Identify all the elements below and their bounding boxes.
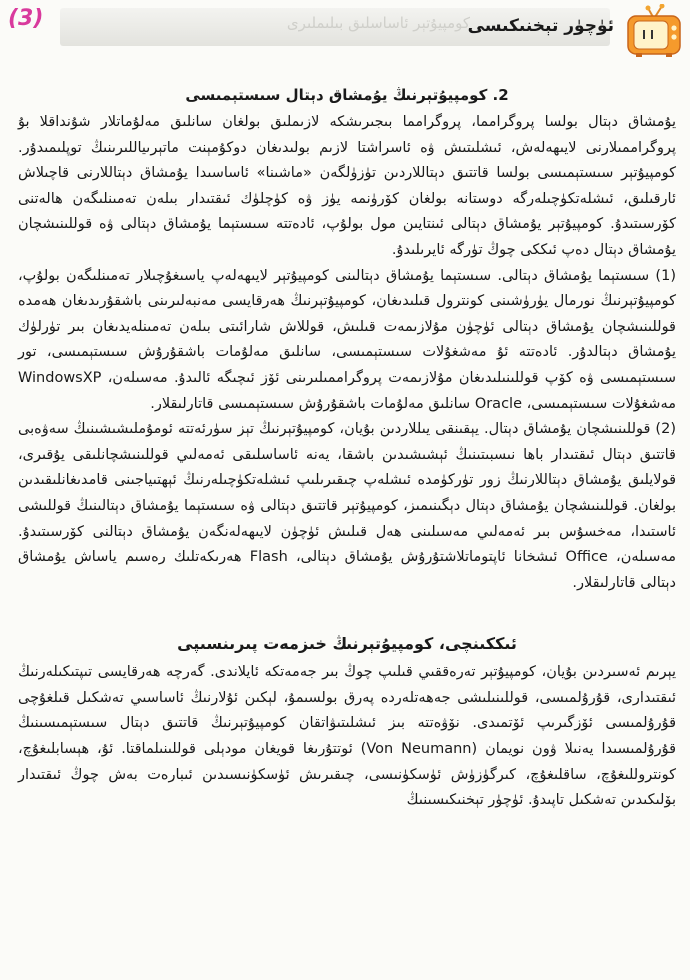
paragraph-software-intro: يۇمشاق دېتال بولسا پروگرامما، پروگرامما بىجىرىشكە لازىملىق بولغان سانلىق مەلۇماتلار شۇنداقلا بۇ پروگراممىلارنى لايىھەلەش، ئىشلىتىش ۋە ئاسراشتا لازىم بولىدىغان دوكۇمېنت ماتېرىياللىرىنىڭ توپلىمىدۇر. كومپيۇتېر سىستېمىسى بولسا قاتتىق دېتاللاردىن تۈزۈلگەن «ماشىنا» ئاساسىدا يۇمشاق دېتاللارنى قاچىلاش ئارقىلىق، ئىشلەتكۈچىلەرگە دوستانە بولغان كۆرۈنمە يۈز ۋە كۈچلۈك ئىقتىدار بىلەن تەمىنلىگەن ھالەتنى كۆرسىتىدۇ. كومپيۇتېر يۇمشاق دېتالى ئىنتايىن مول بولۇپ، ئادەتتە سىستېما يۇمشاق دېتالى ۋە قوللىنىشچان يۇمشاق دېتال دەپ ئىككى چوڭ تۈرگە ئايرىلىدۇ. bbox=[18, 114, 676, 258]
tv-mascot-icon bbox=[622, 4, 684, 58]
page-content bbox=[18, 84, 676, 814]
paragraph-working-principle: يېرىم ئەسىردىن بۇيان، كومپيۇتېر تەرەققىي قىلىپ چوڭ بىر جەمەتكە ئايلاندى. گەرچە ھەرقايسى تىپتىكىلەرنىڭ ئىقتىدارى، قۇرۇلمىسى، قوللىنىلىشى جەھەتلەردە پەرق بولسىمۇ، لېكىن ئۇلارنىڭ ئاساسىي تەشكىل قىلغۇچى قۇرۇلمىسى ئۆزگىرىپ ئۆتمىدى. نۆۋەتتە بىز ئىشلىتىۋاتقان كومپيۇتېرنىڭ قاتتىق دېتال سىستېمىسىنىڭ قۇرۇلمىسىدا يەنىلا ۋون نويمان (Von Neumann) ئوتتۇرىغا قويغان مودېلى قوللىنىلماقتا. ئۇ، ھېسابلىغۇچ، كونتروللىغۇچ، ساقلىغۇچ، كىرگۈزۈش ئۈسكۈنىسى، چىقىرىش ئۈسكۈنىسىدىن ئىبارەت بەش چوڭ ئىقتىدار بۆلىكىدىن تەشكىل تاپىدۇ. ئۈچۈر تېخنىكىسىنىڭ bbox=[18, 664, 677, 809]
faint-banner-text: كومپيۇتېر ئاساسلىق بىلىملىرى bbox=[286, 14, 470, 32]
running-title: ئۈچۈر تېخنىكىسى bbox=[467, 16, 614, 36]
paragraph-application-software: (2) قوللىنىشچان يۇمشاق دېتال. يېقىنقى يىللاردىن بۇيان، كومپيۇتېرنىڭ تېز سۈرئەتتە ئومۇملىشىشىنىڭ سەۋەبى قاتتىق دېتال ئىقتىدار باھا نىسبىتىنىڭ ئېشىشىدىن باشقا، يەنە ئاساسلىقى ئەمەلىي قوللىنىشچانلىقى يۇقىرى، قولايلىق يۇمشاق دېتاللارنىڭ زور تۈركۈمدە ئىشلەپ چىقىرىلىپ ئىشلەتكۈچىلەرنىڭ ئېھتىياجىنى قامدىغانلىقىدىن بولغان. قوللىنىشچان يۇمشاق دېتال دېگىنىمىز، كومپيۇتېر قاتتىق دېتالى ۋە سىستېما يۇمشاق دېتالىنىڭ قوللىشى ئاستىدا، مەخسۇس بىر ئەمەلىي مەسىلىنى ھەل قىلىش ئۈچۈن لايىھەلەنگەن يۇمشاق دېتالنى كۆرسىتىدۇ. مەسىلەن، Office ئىشخانا ئاپتوماتلاشتۇرۇش يۇمشاق دېتالى، Flash ھەرىكەتلىك رەسىم ياساش يۇمشاق دېتالى قاتارلىقلار. bbox=[18, 421, 677, 591]
paragraph-system-software: (1) سىستېما يۇمشاق دېتالى. سىستېما يۇمشاق دېتالىنى كومپيۇتېر لايىھەلەپ ياسىغۇچىلار تەمىنلىگەن بولۇپ، كومپيۇتېرنىڭ نورمال يۈرۈشىنى كونترول قىلىدىغان، كومپيۇتېرنىڭ ھەرقايسى مەنبەلىرىنى باشقۇرىدىغان ھەمدە قوللىنىشچان يۇمشاق دېتالى ئۈچۈن مۇلازىمەت قىلىش، قوللاش شارائىتى بىلەن تەمىنلەيدىغان بىر تۈرلۈك يۇمشاق دېتالدۇر. ئادەتتە ئۇ مەشغۇلات سىستېمىسى، سانلىق مەلۇمات باشقۇرۇش سىستېمىسى، تور سىستېمىسى ۋە كۆپ قوللىنىلىدىغان مۇلازىمەت پروگراممىلىرىنى ئۆز ئىچىگە ئالىدۇ. مەسىلەن، WindowsXP مەشغۇلات سىستېمىسى، Oracle سانلىق مەلۇمات باشقۇرۇش سىستېمىسى قاتارلىقلار. bbox=[18, 267, 676, 412]
page-number: (3) bbox=[8, 6, 44, 31]
section-heading-software: 2. كومپيۇتېرنىڭ يۇمشاق دېتال سىستېمىسى bbox=[185, 86, 509, 104]
section-heading-working-principle: ئىككىنچى، كومپيۇتېرنىڭ خىزمەت پىرىنسىپى bbox=[177, 634, 517, 654]
page-header bbox=[0, 0, 690, 62]
